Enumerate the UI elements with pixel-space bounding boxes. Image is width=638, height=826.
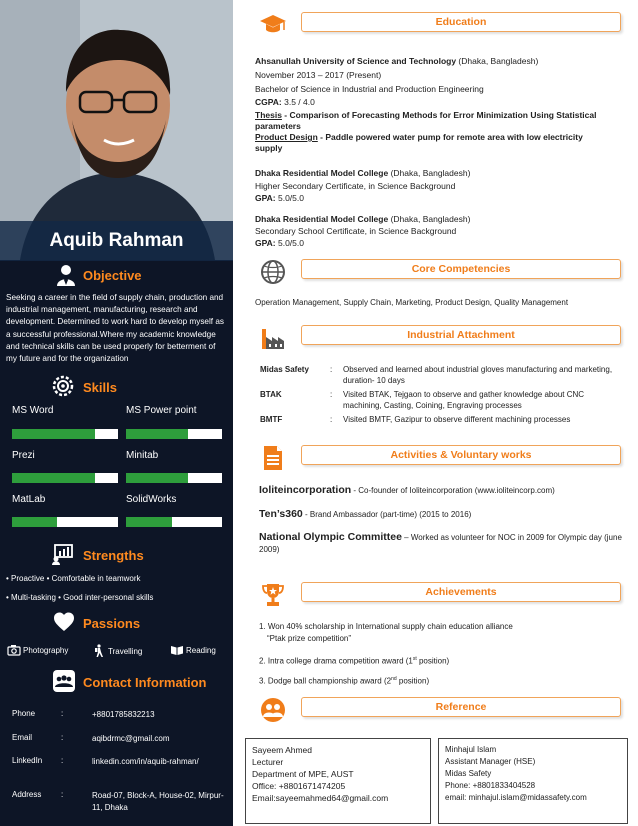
contact-header bbox=[0, 670, 233, 694]
industrial-key: Midas Safety bbox=[260, 365, 309, 374]
hiker-icon bbox=[92, 644, 106, 658]
industrial-title: Industrial Attachment bbox=[301, 325, 621, 345]
skill-bar-fill bbox=[12, 517, 57, 527]
activity-text: - Brand Ambassador (part-time) (2015 to 2016) bbox=[302, 510, 472, 519]
contact-separator: : bbox=[61, 709, 64, 718]
heart-icon bbox=[53, 611, 75, 633]
contact-address: Road-07, Block-A, House-02, Mirpur-11, Dhaka bbox=[92, 791, 224, 812]
ref-line: Assistant Manager (HSE) bbox=[445, 757, 536, 766]
thesis-line bbox=[255, 110, 600, 132]
skills-title: Skills bbox=[83, 380, 117, 395]
activity-org: National Olympic Committee bbox=[259, 531, 402, 543]
competencies-text: Operation Management, Supply Chain, Marketing, Product Design, Quality Management bbox=[255, 298, 569, 307]
activity-org: Ten’s360 bbox=[259, 508, 303, 520]
globe-icon bbox=[260, 259, 286, 285]
achievements-header bbox=[255, 578, 625, 610]
skill-bar-fill bbox=[126, 429, 188, 439]
contact-key: LinkedIn bbox=[12, 756, 43, 765]
ref-line: Sayeem Ahmed bbox=[252, 745, 313, 755]
achievement-item: 1. Won 40% scholarship in International supply chain education alliance bbox=[259, 622, 513, 631]
ssc-gpa-value: 5.0/5.0 bbox=[275, 238, 304, 248]
thesis-label: Thesis bbox=[255, 110, 282, 120]
design-label: Product Design bbox=[255, 132, 318, 142]
passion-label: Photography bbox=[23, 645, 69, 655]
activity-org: Ioliteincorporation bbox=[259, 484, 352, 496]
industrial-separator: : bbox=[330, 365, 333, 374]
achievement-item bbox=[259, 653, 629, 668]
person-icon bbox=[55, 264, 77, 286]
contact-separator: : bbox=[61, 756, 64, 765]
contact-phone: +8801785832213 bbox=[92, 710, 155, 719]
strength-line: • Proactive • Comfortable in teamwork bbox=[6, 574, 141, 583]
objective-header bbox=[0, 263, 233, 287]
passion-label: Travelling bbox=[108, 646, 143, 656]
design-text: - Paddle powered water pump for remote area with low electricity supply bbox=[255, 132, 583, 153]
skill-label: MS Power point bbox=[126, 405, 197, 416]
skill-label: SolidWorks bbox=[126, 494, 177, 505]
achievement-sup: nd bbox=[391, 676, 397, 682]
camera-icon bbox=[7, 644, 21, 656]
contact-separator: : bbox=[61, 790, 64, 799]
skill-bar bbox=[126, 473, 222, 483]
hsc-cert: Higher Secondary Certificate, in Science Background bbox=[255, 181, 456, 191]
contact-title: Contact Information bbox=[83, 675, 207, 690]
industrial-key: BTAK bbox=[260, 390, 282, 399]
uni-dates: November 2013 – 2017 (Present) bbox=[255, 70, 382, 80]
activity-item bbox=[259, 484, 624, 497]
competencies-header bbox=[255, 255, 625, 287]
design-line bbox=[255, 132, 600, 154]
contact-separator: : bbox=[61, 733, 64, 742]
contact-key: Address bbox=[12, 790, 42, 799]
profile-name: Aquib Rahman bbox=[49, 230, 184, 251]
trophy-icon bbox=[260, 582, 286, 608]
skill-bar bbox=[12, 517, 118, 527]
ref-line: Office: +8801671474205 bbox=[252, 781, 346, 791]
achievement-text: position) bbox=[396, 676, 430, 686]
objective-title: Objective bbox=[83, 268, 142, 283]
industrial-header bbox=[255, 321, 625, 353]
education-title: Education bbox=[301, 12, 621, 32]
achievement-text: position) bbox=[416, 656, 450, 666]
industrial-separator: : bbox=[330, 415, 333, 424]
sidebar bbox=[0, 0, 233, 826]
factory-icon bbox=[260, 325, 286, 351]
passions-title: Passions bbox=[83, 616, 141, 631]
hsc-name: Dhaka Residential Model College bbox=[255, 168, 389, 178]
skill-label: Minitab bbox=[126, 450, 159, 461]
skill-bar bbox=[12, 429, 118, 439]
hsc-gpa-line bbox=[255, 193, 304, 204]
presentation-icon bbox=[52, 543, 74, 565]
achievement-text: 3. Dodge ball championship award (2 bbox=[259, 676, 392, 686]
achievement-item-cont: “Ptak prize competition” bbox=[267, 634, 352, 643]
book-icon bbox=[170, 644, 184, 656]
reference-card bbox=[245, 738, 431, 824]
ref-line: Email:sayeemahmed64@gmail.com bbox=[252, 793, 389, 803]
cgpa-line bbox=[255, 97, 315, 108]
ref-line: Minhajul Islam bbox=[445, 745, 497, 754]
passion-item-reading bbox=[170, 644, 216, 656]
graduation-cap-icon bbox=[260, 12, 286, 38]
hsc-gpa-value: 5.0/5.0 bbox=[275, 193, 304, 203]
industrial-value: Observed and learned about industrial gloves manufacturing and marketing, duration- 10 days bbox=[343, 365, 613, 385]
passions-header bbox=[0, 611, 233, 635]
people-icon bbox=[260, 697, 286, 723]
skill-bar bbox=[126, 429, 222, 439]
ssc-name: Dhaka Residential Model College bbox=[255, 214, 389, 224]
cgpa-label: CGPA: bbox=[255, 97, 282, 107]
achievement-text: 2. Intra college drama competition award (1 bbox=[259, 656, 413, 666]
ssc-location: (Dhaka, Bangladesh) bbox=[388, 214, 471, 224]
skill-bar-fill bbox=[12, 429, 95, 439]
passion-item-photography bbox=[7, 644, 68, 656]
ref-line: email: minhajul.islam@midassafety.com bbox=[445, 793, 587, 802]
ref-line: Lecturer bbox=[252, 757, 284, 767]
activity-item bbox=[259, 531, 624, 556]
skill-label: MatLab bbox=[12, 494, 46, 505]
activity-item bbox=[259, 508, 624, 521]
industrial-value: Visited BMTF, Gazipur to observe different machining processes bbox=[343, 415, 571, 424]
contacts-icon bbox=[53, 670, 75, 692]
industrial-separator: : bbox=[330, 390, 333, 399]
objective-text: Seeking a career in the field of supply chain, production and industrial management, manufacturing, research and development. Determined to work hard to develop myself as a successful professional.Where my academic knowledge and technical skills can be used properly for betterment of my future and for the organization bbox=[6, 293, 224, 364]
ssc-cert: Secondary School Certificate, in Science Background bbox=[255, 226, 457, 236]
skills-header bbox=[0, 375, 233, 399]
strength-line: • Multi-tasking • Good inter-personal skills bbox=[6, 593, 154, 602]
ref-line: Midas Safety bbox=[445, 769, 492, 778]
strengths-title: Strengths bbox=[83, 548, 144, 563]
industrial-key: BMTF bbox=[260, 415, 283, 424]
ssc-line bbox=[255, 214, 470, 225]
hsc-line bbox=[255, 168, 470, 179]
contact-email: aqibdrmc@gmail.com bbox=[92, 734, 170, 743]
industrial-value: Visited BTAK, Tejgaon to observe and gather knowledge about CNC machining, Casting, Coining, Engraving processes bbox=[343, 390, 585, 410]
uni-degree: Bachelor of Science in Industrial and Production Engineering bbox=[255, 84, 484, 94]
contact-key: Phone bbox=[12, 709, 36, 718]
uni-name: Ahsanullah University of Science and Technology bbox=[255, 56, 457, 66]
passion-label: Reading bbox=[186, 645, 216, 655]
competencies-title: Core Competencies bbox=[301, 259, 621, 279]
uni-location: (Dhaka, Bangladesh) bbox=[456, 56, 539, 66]
achievements-title: Achievements bbox=[301, 582, 621, 602]
activities-header bbox=[255, 441, 625, 473]
skill-bar-fill bbox=[126, 517, 172, 527]
contact-key: Email bbox=[12, 733, 33, 742]
strengths-header bbox=[0, 543, 233, 567]
ref-line: Department of MPE, AUST bbox=[252, 769, 354, 779]
skill-label: MS Word bbox=[12, 405, 54, 416]
document-icon bbox=[260, 445, 286, 471]
reference-title: Reference bbox=[301, 697, 621, 717]
ssc-gpa-line bbox=[255, 238, 304, 249]
uni-line bbox=[255, 56, 538, 67]
reference-header bbox=[255, 693, 625, 725]
ssc-gpa-label: GPA: bbox=[255, 238, 276, 248]
activities-title: Activities & Voluntary works bbox=[301, 445, 621, 465]
achievement-item bbox=[259, 673, 629, 688]
contact-linkedin: linkedin.com/in/aquib-rahman/ bbox=[92, 757, 199, 766]
skill-bar-fill bbox=[126, 473, 188, 483]
reference-card bbox=[438, 738, 628, 824]
achievement-sup: st bbox=[412, 656, 417, 662]
activity-text: - Co-founder of Ioliteincorporation (www.ioliteincorp.com) bbox=[351, 486, 555, 495]
hsc-location: (Dhaka, Bangladesh) bbox=[388, 168, 471, 178]
activity-text: – Worked as volunteer for NOC in 2009 for Olympic day (june 2009) bbox=[259, 533, 622, 554]
passion-item-travelling bbox=[92, 644, 142, 658]
skill-bar bbox=[126, 517, 222, 527]
hsc-gpa-label: GPA: bbox=[255, 193, 276, 203]
thesis-text: - Comparison of Forecasting Methods for Error Minimization Using Statistical parameters bbox=[255, 110, 597, 131]
cgpa-value: 3.5 / 4.0 bbox=[281, 97, 315, 107]
gear-head-icon bbox=[52, 375, 74, 397]
skill-bar bbox=[12, 473, 118, 483]
skill-bar-fill bbox=[12, 473, 95, 483]
skill-label: Prezi bbox=[12, 450, 35, 461]
education-header bbox=[255, 8, 625, 40]
ref-line: Phone: +8801833404528 bbox=[445, 781, 536, 790]
